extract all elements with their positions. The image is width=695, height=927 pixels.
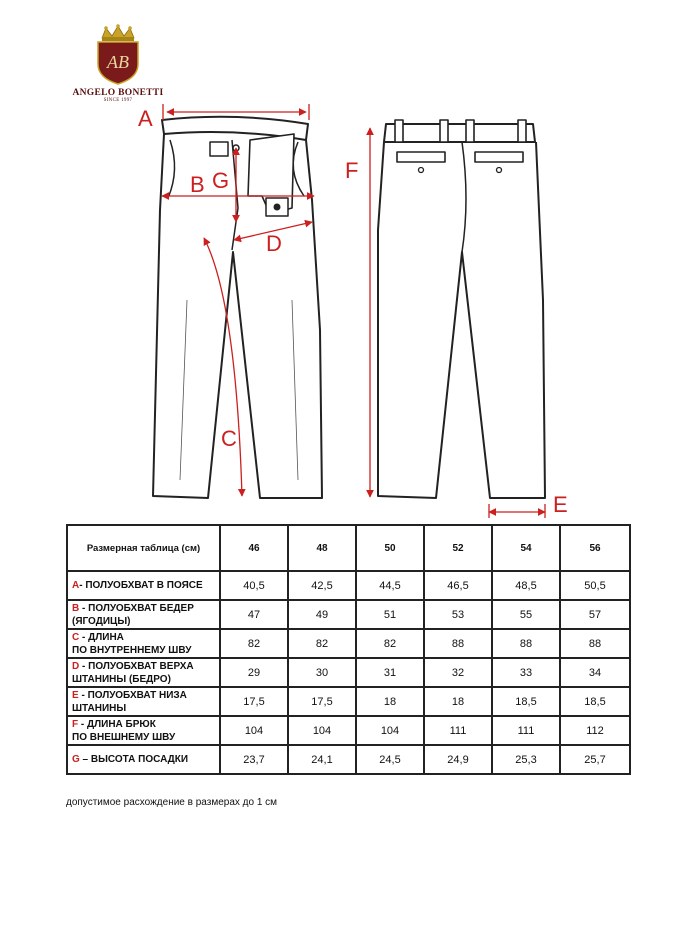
measurement-letters [138, 106, 568, 517]
parameter-separator: - [79, 580, 86, 591]
value-cell: 82 [356, 629, 424, 658]
size-header: 46 [220, 525, 288, 571]
table-row [67, 629, 630, 658]
parameter-name: ПО ВНУТРЕННЕМУ ШВУ [72, 644, 192, 656]
value-cell: 57 [560, 600, 630, 629]
parameter-letter: B [72, 602, 80, 614]
value-cell: 111 [424, 716, 492, 745]
tolerance-note: допустимое расхождение в размерах до 1 см [66, 797, 278, 808]
value-cell: 18,5 [492, 687, 560, 716]
parameter-separator: – [79, 754, 91, 765]
value-cell: 51 [356, 600, 424, 629]
value-cell: 30 [288, 658, 356, 687]
table-row [67, 716, 630, 745]
parameter-name: ШТАНИНЫ [72, 702, 127, 714]
parameter-letter: A [72, 580, 80, 591]
value-cell: 18 [356, 687, 424, 716]
parameter-name: ПОЛУОБХВАТ БЕДЕР [88, 602, 194, 614]
size-header: 54 [492, 525, 560, 571]
size-table [66, 524, 631, 775]
value-cell: 82 [220, 629, 288, 658]
value-cell: 42,5 [288, 571, 356, 600]
parameter-name: (ЯГОДИЦЫ) [72, 615, 131, 627]
label-e: E [553, 492, 568, 517]
value-cell: 24,5 [356, 745, 424, 774]
value-cell: 49 [288, 600, 356, 629]
value-cell: 104 [288, 716, 356, 745]
parameter-cell [67, 658, 220, 687]
parameter-separator: - [78, 718, 87, 730]
parameter-separator: - [79, 602, 89, 614]
value-cell: 29 [220, 658, 288, 687]
monogram: AB [107, 52, 129, 72]
value-cell: 46,5 [424, 571, 492, 600]
table-row [67, 600, 630, 629]
value-cell: 24,1 [288, 745, 356, 774]
label-f: F [345, 158, 359, 183]
value-cell: 104 [220, 716, 288, 745]
label-g: G [212, 168, 230, 193]
value-cell: 23,7 [220, 745, 288, 774]
parameter-cell [67, 571, 220, 600]
value-cell: 55 [492, 600, 560, 629]
size-header: 48 [288, 525, 356, 571]
value-cell: 25,3 [492, 745, 560, 774]
value-cell: 25,7 [560, 745, 630, 774]
parameter-letter: G [72, 754, 80, 765]
parameter-letter: E [72, 689, 79, 701]
parameter-name: ПОЛУОБХВАТ НИЗА [87, 689, 187, 701]
value-cell: 111 [492, 716, 560, 745]
value-cell: 112 [560, 716, 630, 745]
parameter-name: ПО ВНЕШНЕМУ ШВУ [72, 731, 176, 743]
value-cell: 82 [288, 629, 356, 658]
value-cell: 18 [424, 687, 492, 716]
label-a: A [138, 106, 153, 131]
table-row [67, 687, 630, 716]
table-header-row [67, 525, 630, 571]
value-cell: 33 [492, 658, 560, 687]
table-row [67, 571, 630, 600]
value-cell: 88 [560, 629, 630, 658]
parameter-name: ПОЛУОБХВАТ В ПОЯСЕ [85, 580, 203, 591]
size-header: 50 [356, 525, 424, 571]
parameter-letter: C [72, 631, 80, 643]
value-cell: 17,5 [288, 687, 356, 716]
table-header-label: Размерная таблица (см) [67, 525, 220, 571]
value-cell: 17,5 [220, 687, 288, 716]
value-cell: 104 [356, 716, 424, 745]
parameter-cell [67, 629, 220, 658]
parameter-cell [67, 687, 220, 716]
table-row [67, 658, 630, 687]
value-cell: 53 [424, 600, 492, 629]
table-row [67, 745, 630, 774]
parameter-separator: - [79, 631, 89, 643]
value-cell: 48,5 [492, 571, 560, 600]
value-cell: 32 [424, 658, 492, 687]
value-cell: 50,5 [560, 571, 630, 600]
value-cell: 88 [492, 629, 560, 658]
parameter-cell [67, 716, 220, 745]
value-cell: 47 [220, 600, 288, 629]
label-d: D [266, 231, 282, 256]
parameter-name: ДЛИНА [88, 631, 124, 643]
parameter-cell [67, 600, 220, 629]
parameter-letter: D [72, 660, 80, 672]
parameter-separator: - [79, 660, 89, 672]
size-header: 52 [424, 525, 492, 571]
value-cell: 24,9 [424, 745, 492, 774]
front-view [153, 117, 322, 498]
label-b: B [190, 172, 205, 197]
brand-since: SINCE 1997 [103, 98, 133, 103]
parameter-name: ПОЛУОБХВАТ ВЕРХА [88, 660, 194, 672]
parameter-name: ДЛИНА БРЮК [87, 718, 156, 730]
size-header: 56 [560, 525, 630, 571]
value-cell: 34 [560, 658, 630, 687]
parameter-name: ШТАНИНЫ (БЕДРО) [72, 673, 171, 685]
parameter-letter: F [72, 718, 79, 730]
value-cell: 31 [356, 658, 424, 687]
value-cell: 88 [424, 629, 492, 658]
parameter-separator: - [78, 689, 88, 701]
value-cell: 40,5 [220, 571, 288, 600]
value-cell: 18,5 [560, 687, 630, 716]
parameter-cell [67, 745, 220, 774]
value-cell: 44,5 [356, 571, 424, 600]
parameter-name: ВЫСОТА ПОСАДКИ [90, 754, 189, 765]
brand-name: ANGELO BONETTI [72, 88, 164, 98]
label-c: C [221, 426, 237, 451]
back-view [378, 120, 545, 498]
